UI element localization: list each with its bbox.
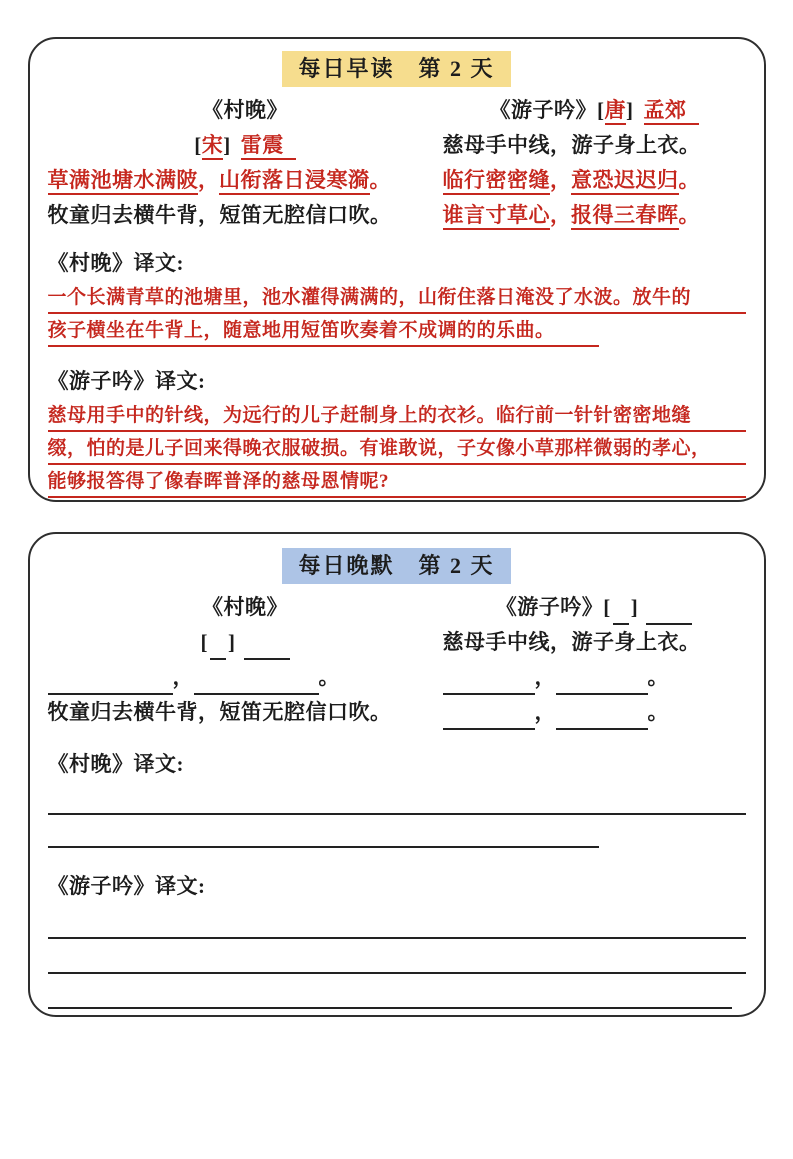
translation-line: 能够报答得了像春晖普泽的慈母恩情呢?: [48, 465, 746, 498]
dynasty-song: 宋: [202, 133, 224, 160]
dynasty-tang: 唐: [605, 98, 627, 125]
cunwan-line-2: 牧童归去横牛背，短笛无腔信口吹。: [47, 700, 392, 724]
comma: ，: [198, 168, 219, 192]
comma: ，: [550, 168, 571, 192]
bracket-open: [: [597, 98, 605, 122]
answer-line: [48, 939, 746, 974]
morning-reading-card: [28, 37, 766, 502]
author-mengjiao: 孟郊: [644, 98, 699, 125]
poem-title-cunwan: 《村晚》: [202, 595, 288, 619]
period: 。: [318, 665, 340, 689]
verse-fill-blank: [443, 671, 535, 695]
youziyin-translation: [48, 399, 746, 498]
bracket-open: [: [603, 595, 611, 619]
morning-poem-youziyin: [443, 93, 746, 233]
bracket-close: ]: [630, 595, 639, 619]
youziyin-line-2-red: [443, 163, 746, 198]
poem-phrase: 谁言寸草心: [443, 203, 551, 230]
answer-line: [48, 904, 746, 939]
comma: ，: [534, 665, 556, 689]
poem-title-text: 《游子吟》: [495, 595, 604, 619]
translation-line: 一个长满青草的池塘里，池水灌得满满的，山衔住落日淹没了水波。放牛的: [48, 281, 746, 314]
youziyin-line-1: 慈母手中线，游子身上衣。: [442, 630, 701, 654]
comma: ，: [550, 203, 571, 227]
comma: ，: [172, 665, 194, 689]
dynasty-fill-blank: [210, 636, 226, 660]
cunwan-line-2: 牧童归去横牛背，短笛无腔信口吹。: [47, 203, 392, 227]
bracket-close: ]: [626, 98, 634, 122]
author-leizhen: 雷震: [241, 133, 296, 160]
answer-line: [48, 815, 599, 848]
evening-title-row: [48, 548, 746, 584]
poem-title-text: 《游子吟》: [489, 98, 597, 122]
bracket-open: [: [194, 133, 202, 157]
bracket-close: ]: [228, 630, 236, 654]
evening-poem-youziyin: [443, 590, 746, 730]
period: 。: [678, 168, 700, 192]
period: 。: [369, 168, 391, 192]
verse-fill-blank: [556, 706, 648, 730]
verse-fill-blank: [443, 706, 535, 730]
verse-fill-blank: [48, 671, 173, 695]
poem-title-youziyin: [443, 590, 746, 625]
verse-fill-row: [443, 695, 746, 730]
youziyin-line-3-red: [443, 198, 746, 233]
poem-title-cunwan: 《村晚》: [202, 98, 288, 122]
author-fill-blank: [244, 636, 290, 660]
verse-fill-row: [48, 660, 443, 695]
translation-line: 慈母用手中的针线，为远行的儿子赶制身上的衣衫。临行前一针针密密地缝: [48, 399, 746, 432]
period: 。: [678, 203, 700, 227]
bracket-close: ]: [223, 133, 231, 157]
cunwan-line-1-red: [48, 163, 443, 198]
verse-fill-blank: [194, 671, 319, 695]
cunwan-translation-label: 《村晚》译文:: [47, 251, 184, 275]
evening-title: 每日晚默 第 2 天: [282, 548, 510, 584]
translation-line: 孩子横坐在牛背上，随意地用短笛吹奏着不成调的的乐曲。: [48, 314, 599, 347]
youziyin-line-1: 慈母手中线，游子身上衣。: [442, 133, 701, 157]
youziyin-translation-label: 《游子吟》译文:: [47, 874, 206, 898]
author-fill-blank: [646, 601, 692, 625]
poem-phrase: 临行密密缝: [443, 168, 551, 195]
evening-poem-cunwan: [48, 590, 443, 730]
morning-poem-cunwan: [48, 93, 443, 233]
morning-title: 每日早读 第 2 天: [282, 51, 510, 87]
verse-fill-blank: [556, 671, 648, 695]
answer-line: [48, 974, 732, 1009]
poem-phrase: 山衔落日浸寒漪: [219, 168, 370, 195]
period: 。: [647, 665, 669, 689]
answer-line: [48, 782, 746, 815]
comma: ，: [534, 700, 556, 724]
poem-phrase: 意恐迟迟归: [571, 168, 679, 195]
dynasty-fill-blank: [613, 601, 629, 625]
youziyin-translation-label: 《游子吟》译文:: [47, 369, 206, 393]
author-fill-row: [48, 625, 443, 660]
poem-author-cunwan: [48, 128, 443, 163]
evening-dictation-card: [28, 532, 766, 1017]
cunwan-translation-label: 《村晚》译文:: [47, 752, 184, 776]
morning-title-row: [48, 51, 746, 87]
poem-title-youziyin: [443, 93, 746, 128]
evening-poem-grid: [48, 590, 746, 730]
period: 。: [647, 700, 669, 724]
morning-poem-grid: [48, 93, 746, 233]
bracket-open: [: [200, 630, 208, 654]
poem-phrase: 报得三春晖: [571, 203, 679, 230]
cunwan-translation: [48, 281, 746, 347]
poem-phrase: 草满池塘水满陂: [48, 168, 199, 195]
verse-fill-row: [443, 660, 746, 695]
cunwan-answer-area: [48, 782, 746, 848]
translation-line: 缀，怕的是儿子回来得晚衣服破损。有谁敢说，子女像小草那样微弱的孝心，: [48, 432, 746, 465]
youziyin-answer-area: [48, 904, 746, 1009]
